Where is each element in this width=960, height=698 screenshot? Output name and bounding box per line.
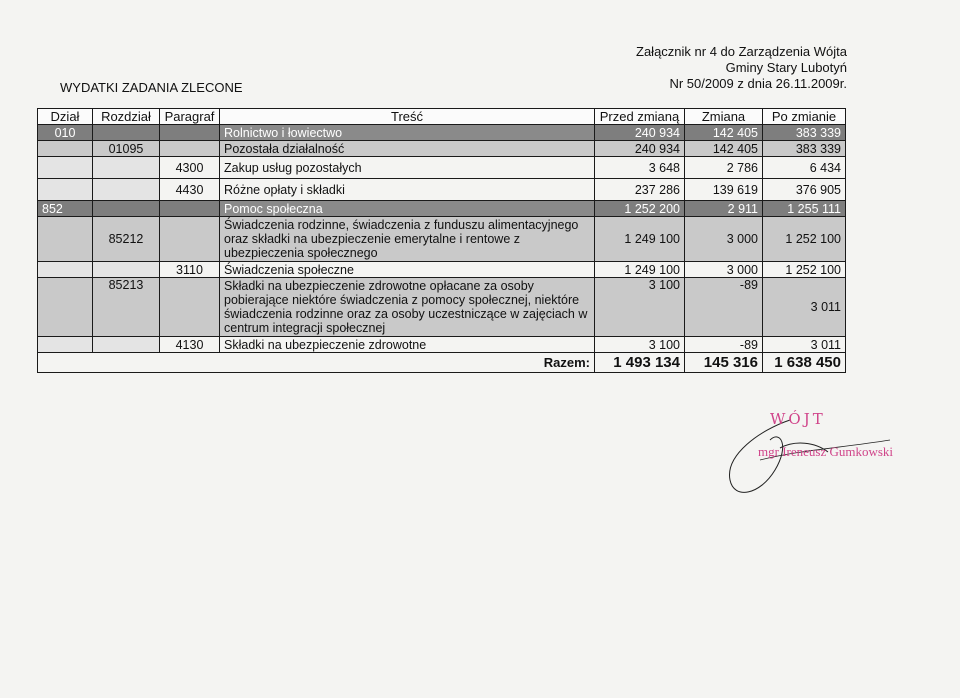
cell-po: 6 434 (763, 157, 846, 179)
cell-zmiana: 2 786 (685, 157, 763, 179)
cell-paragraf: 4300 (160, 157, 220, 179)
attachment-line-3: Nr 50/2009 z dnia 26.11.2009r. (669, 76, 847, 91)
cell-paragraf: 4430 (160, 179, 220, 201)
cell-tresc: Pomoc społeczna (220, 201, 595, 217)
cell-rozdzial: 01095 (93, 141, 160, 157)
table-row (38, 217, 846, 262)
cell-zmiana: 3 000 (685, 262, 763, 278)
cell-dzial (38, 217, 93, 262)
cell-po: 1 252 100 (763, 262, 846, 278)
cell-po: 376 905 (763, 179, 846, 201)
cell-tresc: Różne opłaty i składki (220, 179, 595, 201)
cell-zmiana: 3 000 (685, 217, 763, 262)
col-paragraf: Paragraf (160, 109, 220, 125)
cell-tresc: Świadczenia społeczne (220, 262, 595, 278)
cell-przed: 1 252 200 (595, 201, 685, 217)
cell-dzial (38, 157, 93, 179)
cell-po: 383 339 (763, 141, 846, 157)
cell-przed: 240 934 (595, 125, 685, 141)
total-przed: 1 493 134 (595, 353, 685, 373)
cell-paragraf (160, 141, 220, 157)
total-label: Razem: (38, 353, 595, 373)
total-po: 1 638 450 (763, 353, 846, 373)
table-row (38, 125, 846, 141)
cell-rozdzial (93, 201, 160, 217)
cell-po: 3 011 (763, 278, 846, 337)
cell-rozdzial: 85212 (93, 217, 160, 262)
attachment-header (636, 44, 847, 92)
table-row (38, 157, 846, 179)
expenses-table (37, 108, 846, 373)
cell-przed: 240 934 (595, 141, 685, 157)
table-row (38, 262, 846, 278)
table-row (38, 179, 846, 201)
table-row (38, 201, 846, 217)
cell-przed: 3 100 (595, 337, 685, 353)
cell-zmiana: 142 405 (685, 125, 763, 141)
cell-po: 383 339 (763, 125, 846, 141)
cell-zmiana: 2 911 (685, 201, 763, 217)
signature-name: mgr Ireneusz Gumkowski (758, 444, 894, 459)
total-zmiana: 145 316 (685, 353, 763, 373)
col-po: Po zmianie (763, 109, 846, 125)
cell-tresc: Składki na ubezpieczenie zdrowotne (220, 337, 595, 353)
cell-dzial (38, 141, 93, 157)
cell-paragraf (160, 201, 220, 217)
cell-przed: 3 648 (595, 157, 685, 179)
cell-rozdzial: 85213 (93, 278, 160, 337)
cell-tresc: Składki na ubezpieczenie zdrowotne opłacane za osoby pobierające niektóre świadczenia z pomocy społecznej, niektóre świadczenia rodzinne oraz za osoby uczestniczące w zajęciach w centrum integracji społecznej (220, 278, 595, 337)
attachment-line-1: Załącznik nr 4 do Zarządzenia Wójta (636, 44, 847, 59)
cell-tresc: Zakup usług pozostałych (220, 157, 595, 179)
cell-zmiana: -89 (685, 337, 763, 353)
col-rozdzial: Rozdział (93, 109, 160, 125)
cell-paragraf (160, 278, 220, 337)
table-row (38, 141, 846, 157)
cell-przed: 1 249 100 (595, 217, 685, 262)
cell-przed: 237 286 (595, 179, 685, 201)
table-row (38, 278, 846, 337)
cell-rozdzial (93, 125, 160, 141)
cell-dzial: 852 (38, 201, 93, 217)
cell-rozdzial (93, 337, 160, 353)
cell-rozdzial (93, 179, 160, 201)
cell-dzial (38, 278, 93, 337)
page-title: WYDATKI ZADANIA ZLECONE (60, 80, 243, 95)
cell-dzial (38, 179, 93, 201)
cell-zmiana: -89 (685, 278, 763, 337)
cell-paragraf: 4130 (160, 337, 220, 353)
col-tresc: Treść (220, 109, 595, 125)
cell-dzial: 010 (38, 125, 93, 141)
cell-po: 1 255 111 (763, 201, 846, 217)
cell-przed: 3 100 (595, 278, 685, 337)
total-row (38, 353, 846, 373)
table-row (38, 337, 846, 353)
col-przed: Przed zmianą (595, 109, 685, 125)
col-dzial: Dział (38, 109, 93, 125)
col-zmiana: Zmiana (685, 109, 763, 125)
cell-paragraf (160, 125, 220, 141)
cell-rozdzial (93, 262, 160, 278)
signature-title: WÓJT (770, 410, 826, 428)
cell-paragraf (160, 217, 220, 262)
cell-dzial (38, 337, 93, 353)
cell-tresc: Świadczenia rodzinne, świadczenia z funduszu alimentacyjnego oraz składki na ubezpieczenie emerytalne i rentowe z ubezpieczenia społecznego (220, 217, 595, 262)
table-header-row (38, 109, 846, 125)
cell-tresc: Rolnictwo i łowiectwo (220, 125, 595, 141)
attachment-line-2: Gminy Stary Lubotyń (725, 60, 847, 75)
cell-po: 1 252 100 (763, 217, 846, 262)
cell-zmiana: 142 405 (685, 141, 763, 157)
cell-rozdzial (93, 157, 160, 179)
cell-paragraf: 3110 (160, 262, 220, 278)
cell-dzial (38, 262, 93, 278)
cell-po: 3 011 (763, 337, 846, 353)
cell-tresc: Pozostała działalność (220, 141, 595, 157)
cell-zmiana: 139 619 (685, 179, 763, 201)
cell-przed: 1 249 100 (595, 262, 685, 278)
